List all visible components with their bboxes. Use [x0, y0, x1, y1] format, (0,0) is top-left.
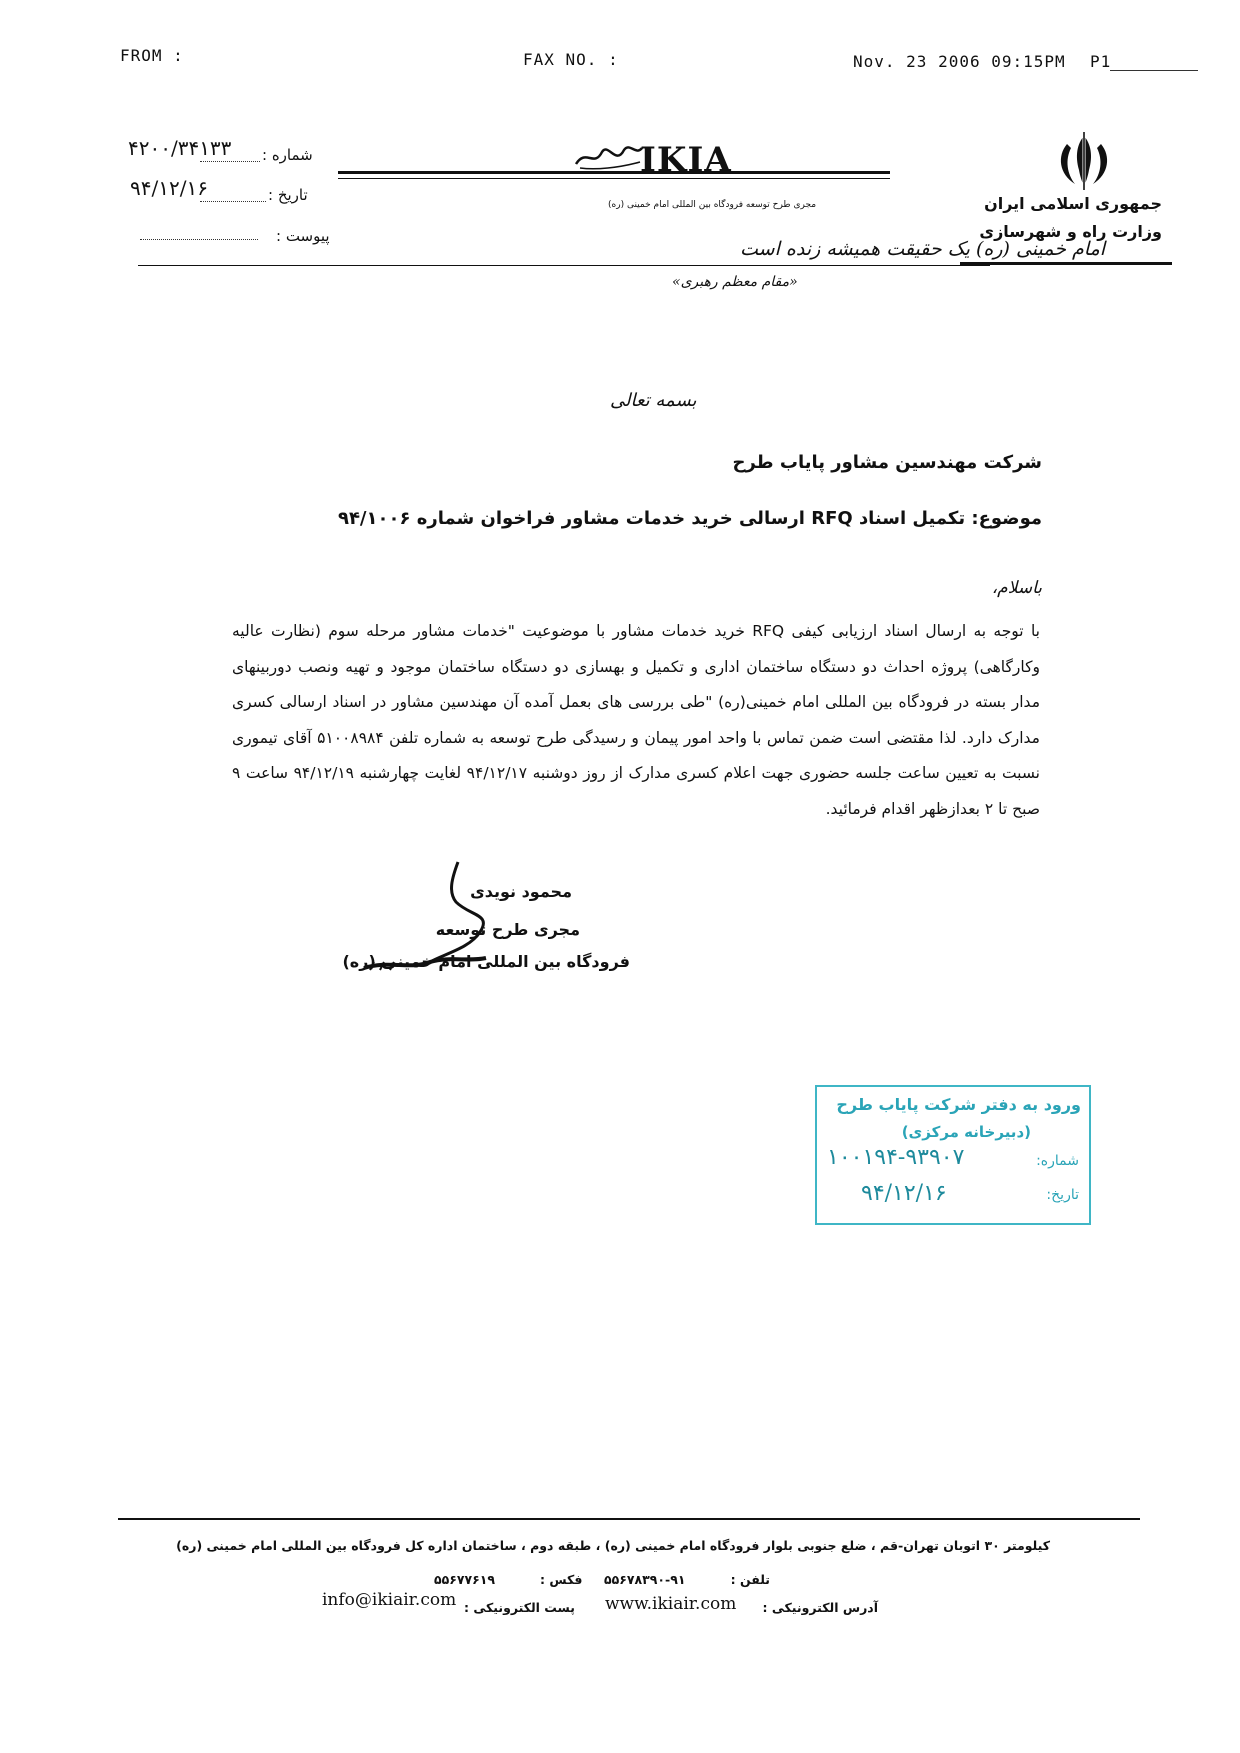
stamp-number: ۱۰۰۱۹۴-۹۳۹۰۷ — [827, 1145, 965, 1170]
footer-address: کیلومتر ۳۰ اتوبان تهران-قم ، ضلع جنوبی بلوار فرودگاه امام خمینی (ره) ، طبقه دوم ، ساختمان اداره کل فرودگاه بین المللی امام خمینی (ره) — [176, 1538, 1050, 1553]
logo-subtitle: مجری طرح توسعه فرودگاه بین المللی امام خمینی (ره) — [608, 200, 817, 210]
logo-calligraphy-icon — [572, 138, 644, 172]
signatory-title: مجری طرح توسعه — [435, 920, 580, 939]
received-stamp — [815, 1085, 1091, 1225]
letter-date: ۹۴/۱۲/۱۶ — [130, 176, 208, 200]
date-label: تاریخ : — [268, 186, 308, 204]
number-dots — [200, 160, 260, 162]
footer-email-link[interactable]: info@ikiair.com — [322, 1590, 457, 1610]
footer-website-link[interactable]: www.ikiair.com — [605, 1594, 737, 1614]
fax-page-number: P1 — [1090, 52, 1112, 71]
attachment-dots — [140, 238, 258, 240]
ministry-name: وزارت راه و شهرسازی — [979, 222, 1162, 241]
iran-emblem-icon — [1053, 130, 1115, 192]
country-name: جمهوری اسلامی ایران — [984, 194, 1162, 213]
footer-rule — [118, 1518, 1140, 1520]
logo-title: IKIA — [640, 140, 732, 180]
signatory-name: محمود نویدی — [470, 882, 572, 901]
footer-phone: ۵۵۶۷۸۳۹۰-۹۱ — [604, 1572, 686, 1587]
logo-rule-thick — [338, 171, 890, 174]
motto-source: «مقام معظم رهبری» — [672, 274, 798, 290]
subject-line: موضوع: تکمیل اسناد RFQ ارسالی خرید خدمات مشاور فراخوان شماره ۹۴/۱۰۰۶ — [337, 508, 1042, 529]
footer-fax: ۵۵۶۷۷۶۱۹ — [434, 1572, 496, 1587]
invocation: بسمه تعالی — [610, 390, 697, 411]
letter-number: ۴۲۰۰/۳۴۱۳۳ — [128, 136, 232, 160]
fax-from-label: FROM : — [120, 46, 184, 65]
footer-phone-label: تلفن : — [730, 1572, 770, 1587]
letterhead-motto: امام خمینی (ره) یک حقیقت همیشه زنده است — [740, 238, 1106, 260]
footer-website-label: آدرس الکترونیکی : — [762, 1600, 878, 1615]
number-label: شماره : — [262, 146, 313, 164]
stamp-title: ورود به دفتر شرکت پایاب طرح — [836, 1095, 1081, 1114]
footer-email-label: پست الکترونیکی : — [464, 1600, 575, 1615]
signatory-organization: فرودگاه بین المللی امام خمینی (ره) — [342, 952, 630, 971]
letterhead-rule-bottom — [138, 265, 990, 266]
fax-datetime: Nov. 23 2006 09:15PM — [853, 52, 1066, 71]
stamp-number-label: شماره: — [1036, 1153, 1079, 1169]
fax-number-label: FAX NO. : — [523, 50, 619, 69]
footer-fax-label: فکس : — [540, 1572, 583, 1587]
letter-body: با توجه به ارسال اسناد ارزیابی کیفی RFQ خرید خدمات مشاور با موضوعیت "خدمات مشاور مرحله سوم (نظارت عالیه وکارگاهی) پروژه احداث دو دستگاه ساختمان اداری و تکمیل و بهسازی دو دستگاه ساختمان موجود و تهیه ونصب دوربینهای مدار بسته در فرودگاه بین المللی امام خمینی(ره) "طی بررسی های بعمل آمده آن مهندسین مشاور در اسناد ارسالی کسری مدارک دارد. لذا مقتضی است ضمن تماس با واحد امور پیمان و رسیدگی طرح توسعه به شماره تلفن ۵۱۰۰۸۹۸۴ آقای تیموری نسبت به تعیین ساعت جلسه حضوری جهت اعلام کسری مدارک از روز دوشنبه ۹۴/۱۲/۱۷ لغایت چهارشنبه ۹۴/۱۲/۱۹ ساعت ۹ صبح تا ۲ بعدازظهر اقدام فرمائید. — [232, 622, 1040, 818]
greeting: باسلام، — [991, 578, 1042, 598]
recipient: شرکت مهندسین مشاور پایاب طرح — [732, 452, 1042, 473]
fax-page-line — [1110, 70, 1198, 71]
letterhead-rule-right — [960, 262, 1172, 265]
logo-rule-thin — [338, 178, 890, 179]
date-dots — [200, 200, 266, 202]
stamp-date-label: تاریخ: — [1046, 1187, 1079, 1203]
stamp-date: ۹۴/۱۲/۱۶ — [861, 1181, 947, 1206]
stamp-subtitle: (دبیرخانه مرکزی) — [901, 1123, 1031, 1141]
attachment-label: پیوست : — [276, 227, 330, 245]
